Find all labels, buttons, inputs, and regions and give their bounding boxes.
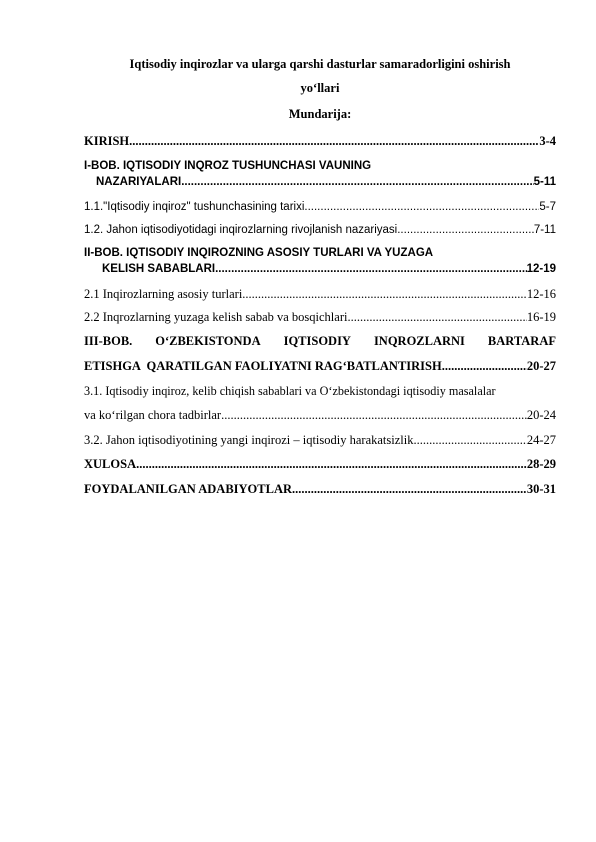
- toc-entry-text: XULOSA: [84, 457, 137, 471]
- toc-entry-text: KIRISH: [84, 134, 130, 148]
- toc-leader: [129, 133, 539, 149]
- toc-chapter3-title-line1[interactable]: [84, 333, 556, 349]
- toc-page-number: 20-27: [526, 359, 556, 373]
- toc-page-number: 5-7: [539, 201, 556, 213]
- toc-entry-chapter1[interactable]: [96, 174, 556, 190]
- toc-leader: [181, 174, 533, 190]
- toc-leader: [413, 432, 526, 448]
- toc-section-3-1-line1[interactable]: 3.1. Iqtisodiy inqiroz, kelib chiqish sabablari va O‘zbekistondagi iqtisodiy masalalar: [84, 384, 496, 398]
- toc-leader: [292, 481, 527, 497]
- toc-leader: [221, 407, 527, 423]
- toc-entry-text: ETISHGA QARATILGAN FAOLIYATNI RAG‘BATLANTIRISH: [84, 359, 442, 373]
- toc-entry-section-3-2[interactable]: [84, 432, 556, 448]
- toc-entry-text: 1.2. Jahon iqtisodiyotidagi inqirozlarning rivojlanish nazariyasi: [84, 224, 398, 236]
- toc-chapter2-title-line1[interactable]: II-BOB. IQTISODIY INQIROZNING ASOSIY TURLARI VA YUZAGA: [84, 247, 434, 259]
- toc-entry-text: 1.1."Iqtisodiy inqiroz" tushunchasining tarixi: [84, 201, 305, 213]
- toc-entry-text: FOYDALANILGAN ADABIYOTLAR: [84, 482, 293, 496]
- toc-leader: [242, 286, 527, 302]
- toc-word: III-BOB.: [84, 334, 133, 348]
- document-title-line2: yo‘llari: [300, 81, 340, 95]
- toc-entry-text: KELISH SABABLARI: [102, 263, 216, 275]
- toc-page-number: 30-31: [526, 482, 556, 496]
- toc-word: IQTISODIY: [283, 334, 351, 348]
- contents-heading: Mundarija:: [288, 107, 352, 121]
- toc-word: O‘ZBEKISTONDA: [155, 334, 261, 348]
- toc-entry-section-2-2[interactable]: [84, 309, 556, 325]
- toc-page-number: 12-19: [526, 263, 556, 275]
- toc-leader: [347, 309, 526, 325]
- document-title-line1: Iqtisodiy inqirozlar va ularga qarshi dasturlar samaradorligini oshirish: [129, 57, 511, 71]
- toc-page-number: 7-11: [533, 224, 556, 236]
- toc-word: BARTARAF: [487, 334, 556, 348]
- toc-entry-section-1-1[interactable]: [84, 199, 556, 215]
- toc-entry-section-1-2[interactable]: [84, 222, 556, 238]
- toc-entry-text: 2.1 Inqirozlarning asosiy turlari: [84, 287, 243, 301]
- toc-leader: [397, 222, 534, 238]
- toc-leader: [136, 456, 527, 472]
- toc-entry-section-3-1[interactable]: [84, 407, 556, 423]
- toc-word: INQROZLARNI: [373, 334, 465, 348]
- toc-page-number: 3-4: [539, 134, 556, 148]
- toc-page-number: 16-19: [526, 310, 556, 324]
- toc-entry-text: 3.2. Jahon iqtisodiyotining yangi inqirozi – iqtisodiy harakatsizlik: [84, 433, 414, 447]
- toc-entry-xulosa[interactable]: [84, 456, 556, 472]
- toc-page-number: 20-24: [526, 408, 556, 422]
- toc-leader: [215, 261, 526, 277]
- toc-page-number: 28-29: [526, 457, 556, 471]
- toc-leader: [304, 199, 539, 215]
- toc-chapter1-title-line1[interactable]: I-BOB. IQTISODIY INQROZ TUSHUNCHASI VAUNING: [84, 160, 372, 172]
- toc-page-number: 12-16: [526, 287, 556, 301]
- toc-entry-text: 2.2 Inqrozlarning yuzaga kelish sabab va bosqichlari: [84, 310, 348, 324]
- toc-entry-kirish[interactable]: [84, 133, 556, 149]
- toc-page-number: 5-11: [533, 176, 556, 188]
- toc-entry-chapter2[interactable]: [102, 261, 556, 277]
- toc-entry-section-2-1[interactable]: [84, 286, 556, 302]
- toc-page-number: 24-27: [526, 433, 556, 447]
- toc-leader: [442, 358, 527, 374]
- toc-entry-text: NAZARIYALARI: [96, 176, 182, 188]
- toc-entry-text: va ko‘rilgan chora tadbirlar: [84, 408, 222, 422]
- toc-entry-chapter3[interactable]: [84, 358, 556, 374]
- toc-entry-foydalanilgan-adabiyotlar[interactable]: [84, 481, 556, 497]
